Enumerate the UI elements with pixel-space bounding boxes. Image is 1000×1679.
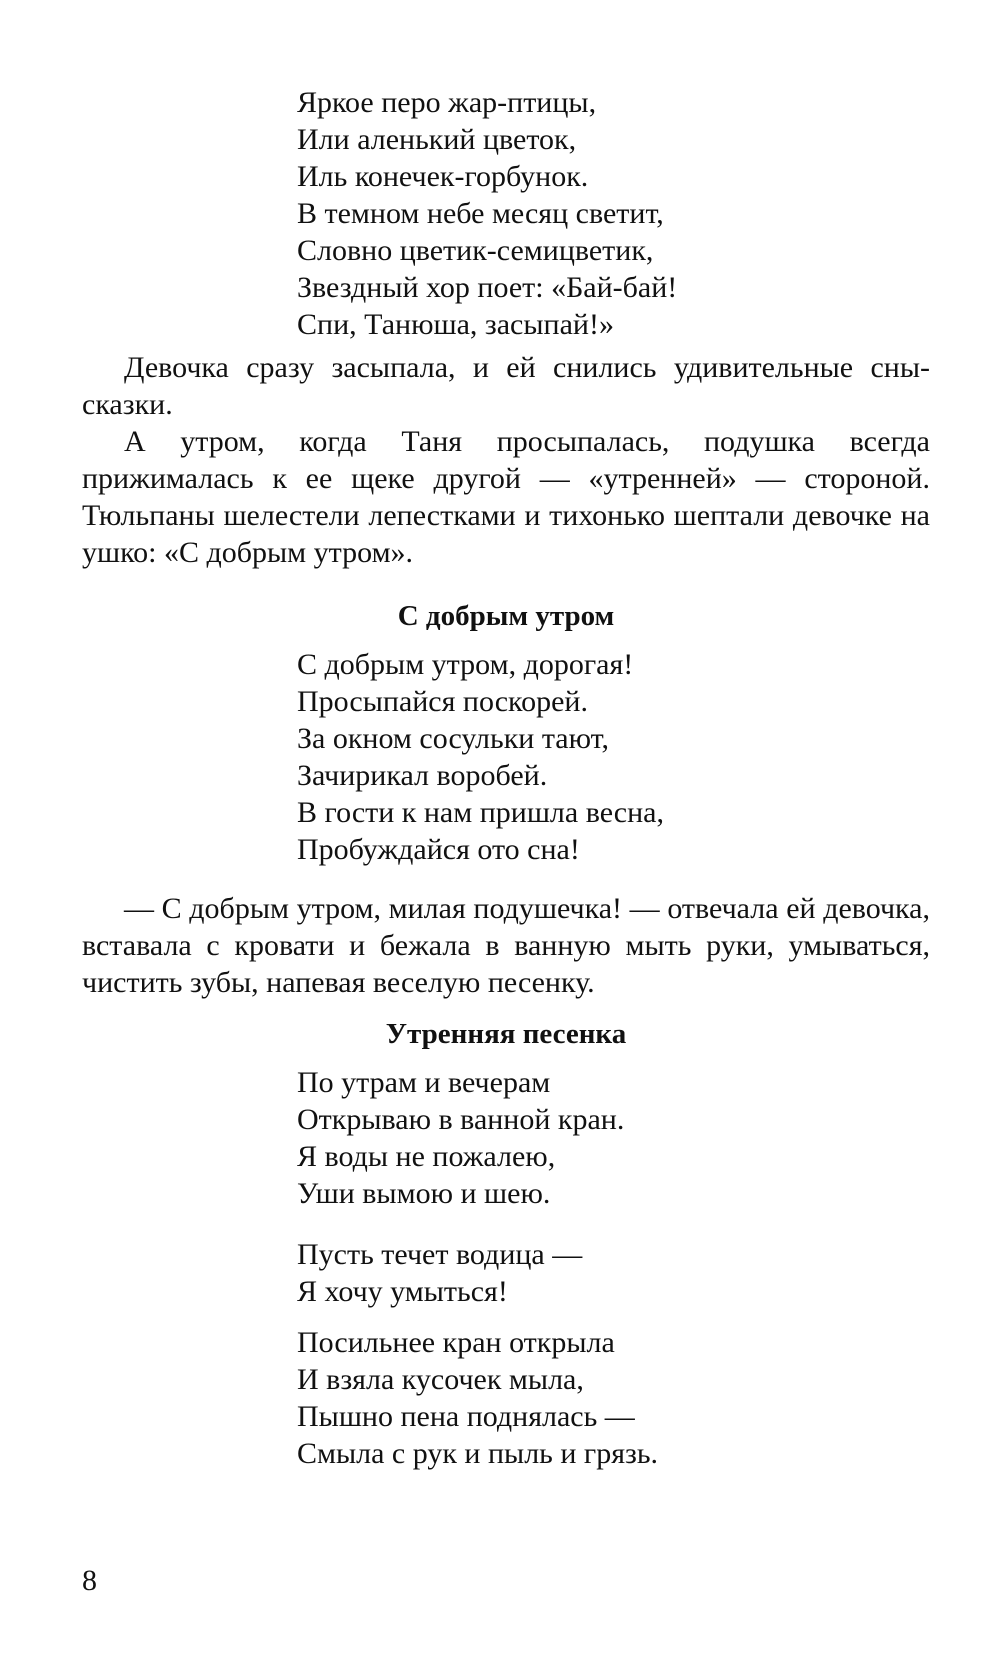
poem-line: Смыла с рук и пыль и грязь. <box>297 1437 659 1470</box>
poem-stanza-good-morning <box>297 646 664 868</box>
poem-line: Просыпайся поскорей. <box>297 685 588 718</box>
poem-stanza-lullaby <box>297 84 677 343</box>
paragraph-reply: — С добрым утром, милая подушечка! — отвечала ей девочка, вставала с кровати и бежала в ванную мыть руки, умываться, чистить зубы, напевая веселую песенку. <box>82 892 930 999</box>
poem-stanza-morning-song-2 <box>297 1236 582 1310</box>
poem-line: С добрым утром, дорогая! <box>297 648 634 681</box>
poem-line: И взяла кусочек мыла, <box>297 1363 584 1396</box>
poem-line: Пышно пена поднялась — <box>297 1400 635 1433</box>
poem-line: По утрам и вечерам <box>297 1066 551 1099</box>
poem-line: Зачирикал воробей. <box>297 759 548 792</box>
poem-line: Пробуждайся ото сна! <box>297 833 580 866</box>
poem-title-morning-song: Утренняя песенка <box>385 1018 627 1050</box>
poem-line: Спи, Танюша, засыпай!» <box>297 308 614 341</box>
prose-block-1 <box>82 349 930 571</box>
poem-line: Или аленький цветок, <box>297 123 577 156</box>
paragraph-dreams: Девочка сразу засыпала, и ей снились удивительные сны-сказки. <box>82 351 930 421</box>
page-number: 8 <box>82 1564 97 1597</box>
poem-line: Я хочу умыться! <box>297 1275 508 1308</box>
poem-line: Посильнее кран открыла <box>297 1326 615 1359</box>
poem-line: Яркое перо жар-птицы, <box>297 86 597 119</box>
poem-title-good-morning: С добрым утром <box>397 600 615 632</box>
poem-line: В гости к нам пришла весна, <box>297 796 664 829</box>
poem-line: За окном сосульки тают, <box>297 722 609 755</box>
poem-stanza-morning-song-3 <box>297 1324 658 1472</box>
poem-line: В темном небе месяц светит, <box>297 197 664 230</box>
poem-line: Иль конечек-горбунок. <box>297 160 589 193</box>
prose-block-2 <box>82 890 930 1001</box>
paragraph-morning: А утром, когда Таня просыпалась, подушка всегда прижималась к ее щеке другой — «утренней» — стороной. Тюльпаны шелестели лепестками и тихонько шептали девочке на ушко: «С добрым утром». <box>82 425 930 569</box>
poem-line: Словно цветик-семицветик, <box>297 234 654 267</box>
poem-stanza-morning-song-1 <box>297 1064 624 1212</box>
poem-line: Открываю в ванной кран. <box>297 1103 625 1136</box>
poem-line: Я воды не пожалею, <box>297 1140 556 1173</box>
poem-line: Звездный хор поет: «Бай-бай! <box>297 271 678 304</box>
poem-line: Пусть течет водица — <box>297 1238 583 1271</box>
poem-line: Уши вымою и шею. <box>297 1177 551 1210</box>
